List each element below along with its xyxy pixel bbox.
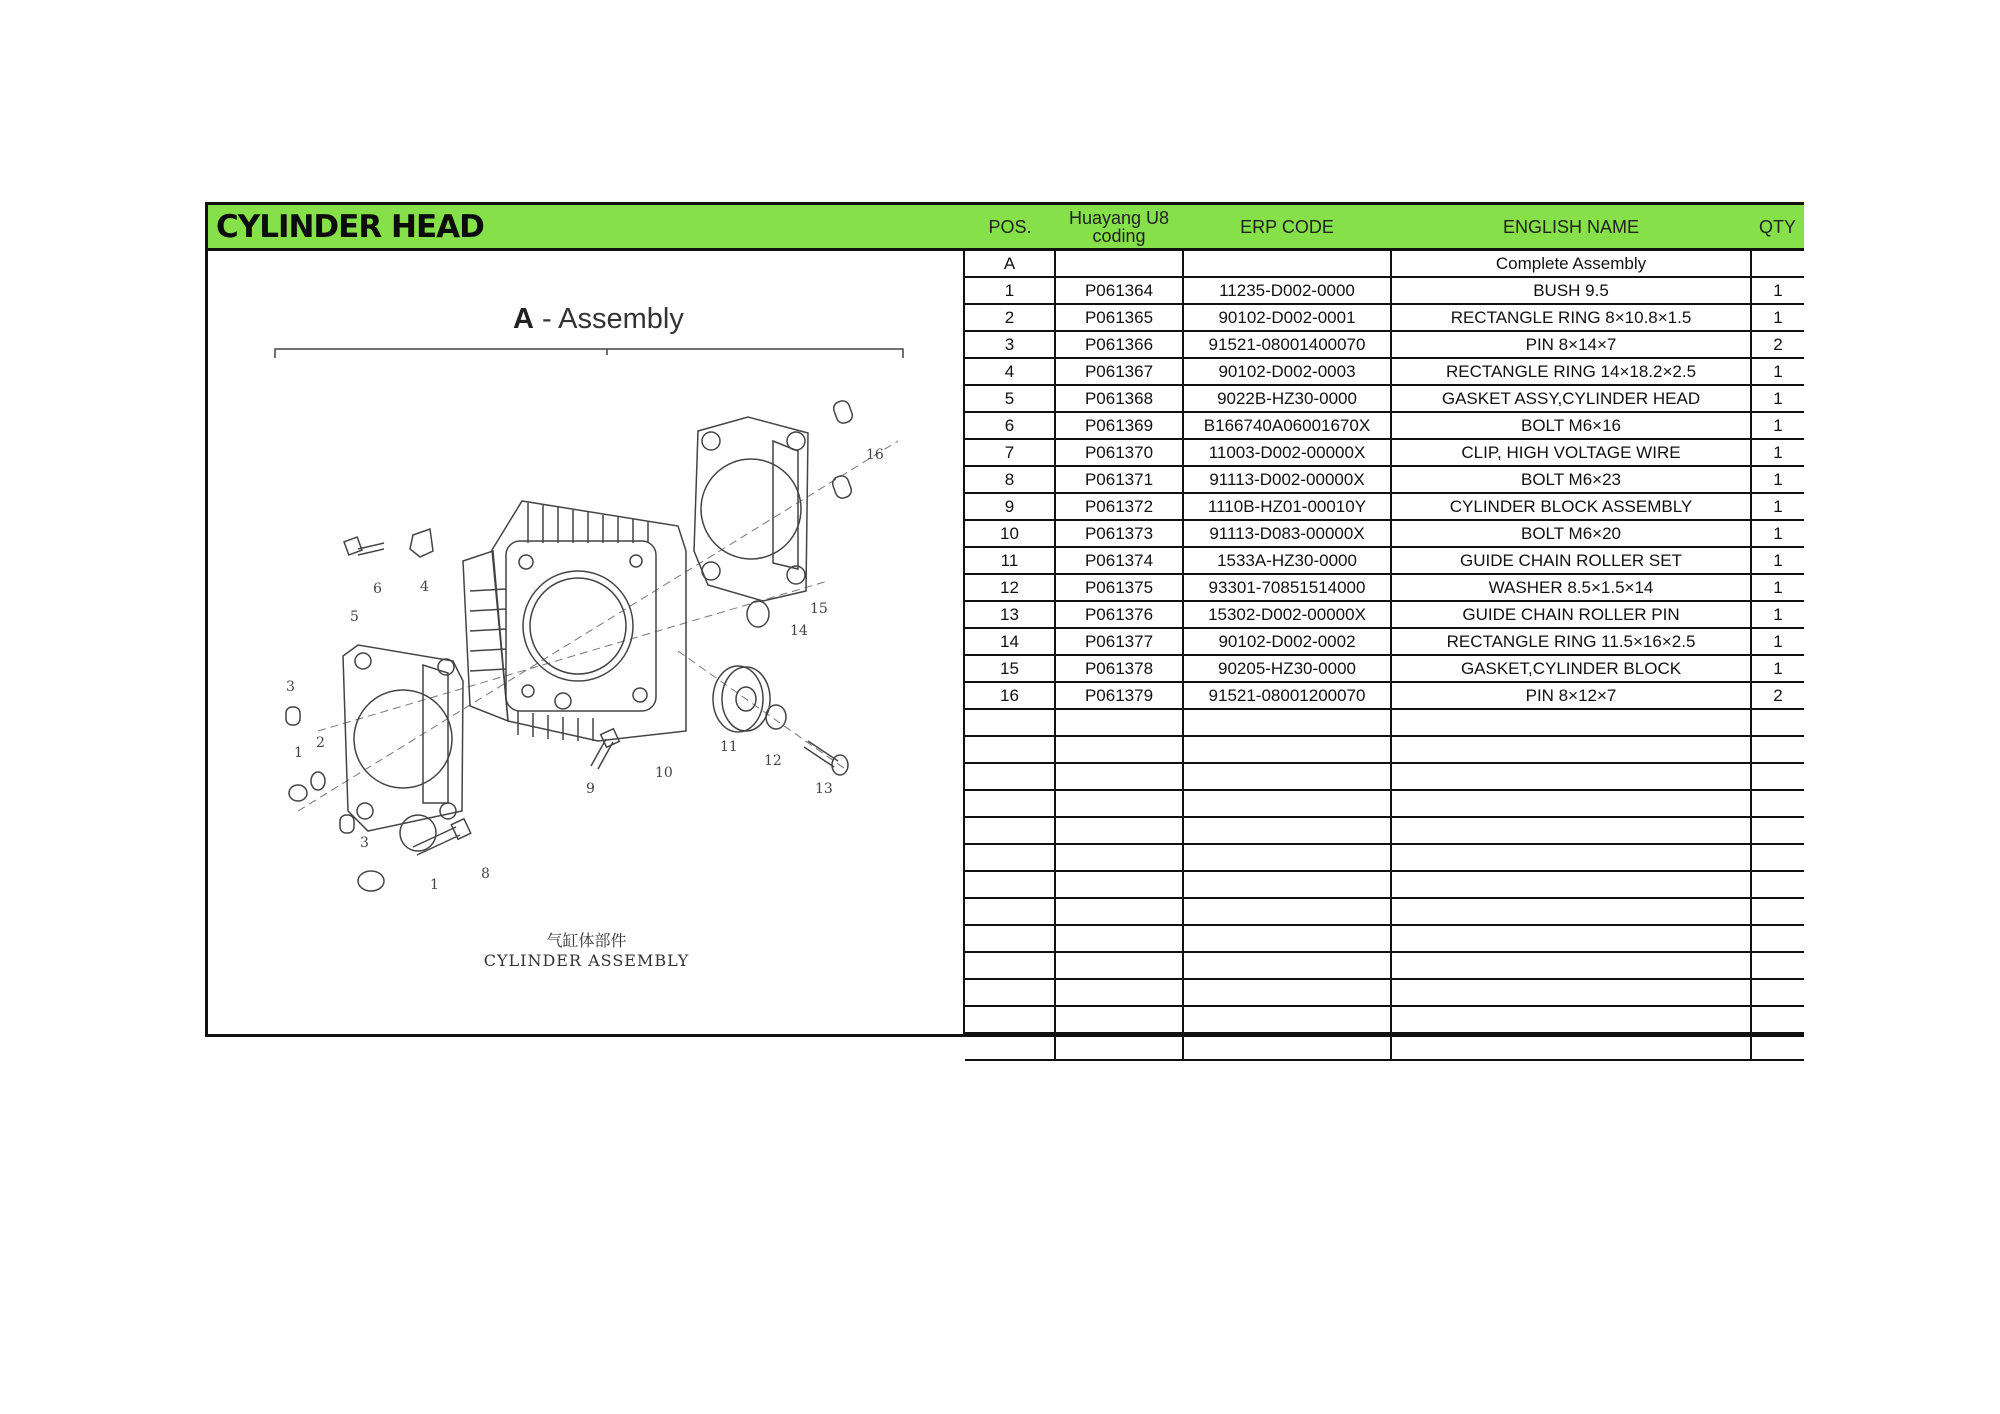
pos-cell: 8 [965,466,1055,493]
coding-cell: P061368 [1055,385,1183,412]
callout-12: 12 [764,753,782,769]
coding-cell [1055,979,1183,1006]
coding-cell [1055,925,1183,952]
coding-cell [1055,763,1183,790]
bolt-6-part [344,537,384,555]
table-row [965,385,1804,412]
erp-code-cell [1183,871,1391,898]
callout-3a: 3 [286,679,295,695]
english-name-cell: GASKET,CYLINDER BLOCK [1391,655,1751,682]
qty-cell: 1 [1751,466,1804,493]
table-row [965,952,1804,979]
coding-cell: P061379 [1055,682,1183,709]
pos-cell: 12 [965,574,1055,601]
pos-cell [965,817,1055,844]
table-row [965,736,1804,763]
erp-code-cell [1183,1006,1391,1033]
english-name-cell [1391,925,1751,952]
pos-cell: 7 [965,439,1055,466]
qty-cell: 1 [1751,493,1804,520]
english-name-cell: Complete Assembly [1391,251,1751,277]
rectangle-ring-14-part [747,601,769,627]
qty-cell [1751,871,1804,898]
table-row [965,439,1804,466]
table-row [965,628,1804,655]
coding-cell: P061367 [1055,358,1183,385]
pin-part-upper [831,399,855,500]
table-row [965,547,1804,574]
pos-cell: A [965,251,1055,277]
exploded-drawing-panel [208,251,965,1037]
callout-10: 10 [655,765,673,781]
clip-part [410,529,433,557]
qty-cell [1751,251,1804,277]
erp-code-cell [1183,898,1391,925]
bolt-10-part [591,729,619,769]
guide-roller-part [713,666,770,732]
coding-cell: P061370 [1055,439,1183,466]
qty-cell: 1 [1751,358,1804,385]
qty-cell [1751,736,1804,763]
column-header-coding: Huayang U8 coding [1068,207,1170,246]
coding-cell [1055,709,1183,736]
pos-cell: 10 [965,520,1055,547]
table-row [965,412,1804,439]
pos-cell [965,898,1055,925]
callout-2: 2 [316,735,325,751]
header-bar [208,205,1804,251]
english-name-cell: GUIDE CHAIN ROLLER SET [1391,547,1751,574]
erp-code-cell: 90102-D002-0002 [1183,628,1391,655]
table-row [965,251,1804,277]
coding-cell [1055,844,1183,871]
qty-cell [1751,1006,1804,1033]
erp-code-cell: 11003-D002-00000X [1183,439,1391,466]
english-name-cell: GUIDE CHAIN ROLLER PIN [1391,601,1751,628]
qty-cell: 1 [1751,628,1804,655]
erp-code-cell: 93301-70851514000 [1183,574,1391,601]
pos-cell [965,736,1055,763]
english-name-cell [1391,709,1751,736]
callout-9: 9 [586,781,595,797]
coding-cell: P061372 [1055,493,1183,520]
erp-code-cell: 91521-08001400070 [1183,331,1391,358]
upper-gasket-part [694,417,808,601]
coding-cell: P061369 [1055,412,1183,439]
pos-cell: 4 [965,358,1055,385]
table-row [965,790,1804,817]
erp-code-cell: 91113-D083-00000X [1183,520,1391,547]
table-row [965,574,1804,601]
coding-cell [1055,817,1183,844]
qty-cell: 1 [1751,601,1804,628]
qty-cell [1751,763,1804,790]
qty-cell [1751,979,1804,1006]
english-name-cell: BUSH 9.5 [1391,277,1751,304]
english-name-cell [1391,979,1751,1006]
pos-cell [965,979,1055,1006]
table-row [965,979,1804,1006]
callout-6: 6 [373,581,382,597]
coding-cell: P061371 [1055,466,1183,493]
column-header-pos: POS. [988,216,1032,237]
table-row [965,304,1804,331]
pos-cell [965,844,1055,871]
washer-part [766,705,786,729]
lower-gasket-part [343,645,463,831]
qty-cell: 1 [1751,277,1804,304]
english-name-cell: PIN 8×14×7 [1391,331,1751,358]
qty-cell [1751,790,1804,817]
assembly-axis-1 [298,441,898,811]
table-row [965,925,1804,952]
coding-cell: P061373 [1055,520,1183,547]
qty-cell [1751,925,1804,952]
coding-cell: P061375 [1055,574,1183,601]
erp-code-cell [1183,251,1391,277]
qty-cell: 1 [1751,547,1804,574]
callout-13: 13 [815,781,833,797]
assembly-bracket [275,349,903,358]
english-name-cell: RECTANGLE RING 11.5×16×2.5 [1391,628,1751,655]
erp-code-cell [1183,979,1391,1006]
english-name-cell: WASHER 8.5×1.5×14 [1391,574,1751,601]
cylinder-block-part [463,501,686,741]
coding-cell [1055,898,1183,925]
roller-pin-part [804,741,848,775]
section-title: CYLINDER HEAD [216,209,484,245]
erp-code-cell: B166740A06001670X [1183,412,1391,439]
pos-cell: 3 [965,331,1055,358]
erp-code-cell: 11235-D002-0000 [1183,277,1391,304]
column-header-qty: QTY [1758,216,1796,237]
table-row [965,493,1804,520]
pos-cell: 6 [965,412,1055,439]
rectangle-ring-8-part [311,772,325,790]
english-name-cell [1391,1033,1751,1060]
qty-cell: 1 [1751,655,1804,682]
coding-cell: P061365 [1055,304,1183,331]
coding-cell: P061364 [1055,277,1183,304]
drawing-caption-chinese: 气缸体部件 [546,931,627,950]
qty-cell [1751,844,1804,871]
qty-cell: 1 [1751,520,1804,547]
callout-16: 16 [866,447,884,463]
pos-cell: 11 [965,547,1055,574]
english-name-cell: BOLT M6×16 [1391,412,1751,439]
table-row [965,601,1804,628]
table-row [965,655,1804,682]
erp-code-cell: 90102-D002-0003 [1183,358,1391,385]
callout-5: 5 [350,609,359,625]
bush-part [289,785,307,801]
coding-cell [1055,871,1183,898]
qty-cell [1751,898,1804,925]
english-name-cell: CLIP, HIGH VOLTAGE WIRE [1391,439,1751,466]
pos-cell [965,763,1055,790]
table-row [965,682,1804,709]
erp-code-cell: 9022B-HZ30-0000 [1183,385,1391,412]
qty-cell: 1 [1751,304,1804,331]
drawing-caption-english: CYLINDER ASSEMBLY [483,951,690,970]
qty-cell: 1 [1751,574,1804,601]
coding-cell [1055,251,1183,277]
erp-code-cell [1183,1033,1391,1060]
table-row [965,466,1804,493]
english-name-cell: BOLT M6×23 [1391,466,1751,493]
english-name-cell: RECTANGLE RING 8×10.8×1.5 [1391,304,1751,331]
erp-code-cell [1183,844,1391,871]
table-row [965,331,1804,358]
column-header-erp-code: ERP CODE [1240,216,1334,237]
pos-cell [965,790,1055,817]
coding-cell: P061366 [1055,331,1183,358]
pos-cell [965,1006,1055,1033]
english-name-cell: GASKET ASSY,CYLINDER HEAD [1391,385,1751,412]
qty-cell: 1 [1751,412,1804,439]
english-name-cell: BOLT M6×20 [1391,520,1751,547]
erp-code-cell [1183,790,1391,817]
table-row [965,763,1804,790]
qty-cell [1751,817,1804,844]
pos-cell [965,871,1055,898]
pos-cell: 16 [965,682,1055,709]
bolt-8-part [413,819,471,855]
callout-1a: 1 [294,745,303,761]
english-name-cell [1391,844,1751,871]
pos-cell [965,925,1055,952]
qty-cell [1751,709,1804,736]
assembly-axis-3 [678,651,848,771]
erp-code-cell [1183,952,1391,979]
callout-1b: 1 [430,877,439,893]
qty-cell: 1 [1751,385,1804,412]
pos-cell: 2 [965,304,1055,331]
erp-code-cell: 1110B-HZ01-00010Y [1183,493,1391,520]
table-row [965,898,1804,925]
pos-cell [965,709,1055,736]
english-name-cell [1391,763,1751,790]
pos-cell [965,952,1055,979]
english-name-cell: RECTANGLE RING 14×18.2×2.5 [1391,358,1751,385]
erp-code-cell: 1533A-HZ30-0000 [1183,547,1391,574]
erp-code-cell [1183,736,1391,763]
ring-bottom-part [358,871,384,891]
erp-code-cell [1183,763,1391,790]
erp-code-cell: 91521-08001200070 [1183,682,1391,709]
erp-code-cell: 91113-D002-00000X [1183,466,1391,493]
table-row [965,871,1804,898]
callout-15: 15 [810,601,828,617]
english-name-cell: PIN 8×12×7 [1391,682,1751,709]
coding-cell: P061374 [1055,547,1183,574]
english-name-cell [1391,790,1751,817]
parts-sheet [205,202,1804,1037]
table-row [965,709,1804,736]
erp-code-cell: 90102-D002-0001 [1183,304,1391,331]
coding-cell: P061377 [1055,628,1183,655]
coding-cell: P061378 [1055,655,1183,682]
pos-cell: 14 [965,628,1055,655]
assembly-letter: A [513,303,534,335]
exploded-view-drawing [208,251,965,1037]
coding-cell [1055,790,1183,817]
assembly-label: - Assembly [542,303,684,335]
qty-cell [1751,1033,1804,1060]
pos-cell: 1 [965,277,1055,304]
table-row [965,817,1804,844]
qty-cell [1751,952,1804,979]
erp-code-cell [1183,817,1391,844]
erp-code-cell [1183,709,1391,736]
english-name-cell: CYLINDER BLOCK ASSEMBLY [1391,493,1751,520]
pin-part-3a [286,707,300,725]
qty-cell: 2 [1751,682,1804,709]
qty-cell: 2 [1751,331,1804,358]
coding-cell [1055,952,1183,979]
qty-cell: 1 [1751,439,1804,466]
parts-table [965,251,1804,1061]
callout-11: 11 [720,739,738,755]
pos-cell: 15 [965,655,1055,682]
erp-code-cell [1183,925,1391,952]
english-name-cell [1391,736,1751,763]
pos-cell [965,1033,1055,1060]
english-name-cell [1391,952,1751,979]
coding-cell: P061376 [1055,601,1183,628]
english-name-cell [1391,898,1751,925]
english-name-cell [1391,817,1751,844]
table-row [965,1006,1804,1033]
table-row [965,520,1804,547]
erp-code-cell: 90205-HZ30-0000 [1183,655,1391,682]
coding-cell [1055,736,1183,763]
english-name-cell [1391,871,1751,898]
table-row [965,1033,1804,1060]
table-row [965,844,1804,871]
pin-part-3b [340,815,354,833]
coding-cell [1055,1006,1183,1033]
coding-cell [1055,1033,1183,1060]
pos-cell: 13 [965,601,1055,628]
table-row [965,277,1804,304]
column-header-english-name: ENGLISH NAME [1502,216,1640,237]
table-row [965,358,1804,385]
callout-4: 4 [420,579,429,595]
pos-cell: 9 [965,493,1055,520]
callout-8: 8 [481,866,490,882]
pos-cell: 5 [965,385,1055,412]
callout-14: 14 [790,623,808,639]
english-name-cell [1391,1006,1751,1033]
callout-3b: 3 [360,835,369,851]
erp-code-cell: 15302-D002-00000X [1183,601,1391,628]
